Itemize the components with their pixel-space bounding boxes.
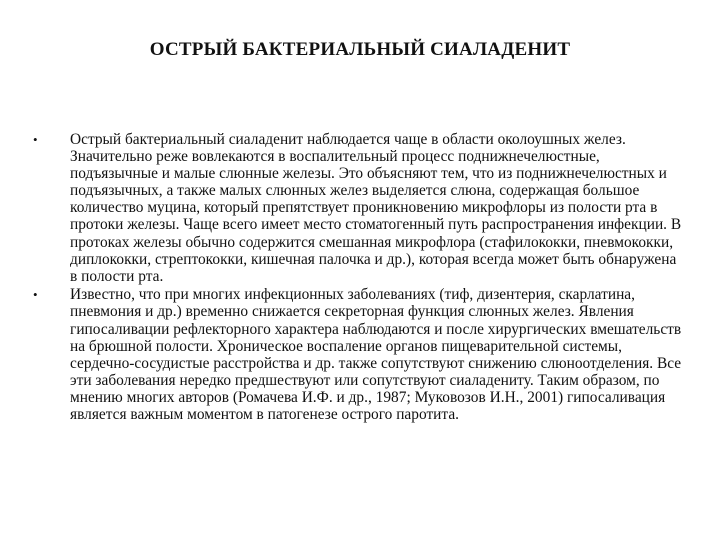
bullet-icon: • (33, 287, 38, 303)
bullet-icon: • (33, 132, 38, 147)
bullet-item-2 (33, 286, 683, 423)
bullet-text-1: Острый бактериальный сиаладенит наблюдается чаще в области околоушных желез. Значительно реже вовлекаются в воспалительный процесс поднижнечелюстные, подъязычные и малые слюнные железы. Это объясняют тем, что из поднижнечелюстных и подъязычных, а также малых слюнных желез выделяется слюна, содержащая большое количество муцина, который препятствует проникновению микрофлоры из полости рта в протоки железы. Чаще всего имеет место стоматогенный путь распространения инфекции. В протоках железы обычно содержится смешанная микрофлора (стафилококки, пневмококки, диплококки, стрептококки, кишечная палочка и др.), которая всегда может быть обнаружена в полости рта. (70, 131, 682, 285)
bullet-item-1 (33, 131, 683, 285)
bullet-list (33, 131, 683, 425)
slide-title: ОСТРЫЙ БАКТЕРИАЛЬНЫЙ СИАЛАДЕНИТ (149, 39, 571, 60)
bullet-text-2: Известно, что при многих инфекционных заболеваниях (тиф, дизентерия, скарлатина, пневмония и др.) временно снижается секреторная функция слюнных желез. Явления гипосаливации рефлекторного характера наблюдаются и после хирургических вмешательств на брюшной полости. Хроническое воспаление органов пищеварительной системы, сердечно-сосудистые расстройства и др. также сопутствуют снижению слюноотделения. Все эти заболевания нередко предшествуют или сопутствуют сиаладениту. Таким образом, по мнению многих авторов (Ромачева И.Ф. и др., 1987; Муковозов И.Н., 2001) гипосаливация является важным моментом в патогенезе острого паротита. (70, 286, 682, 423)
